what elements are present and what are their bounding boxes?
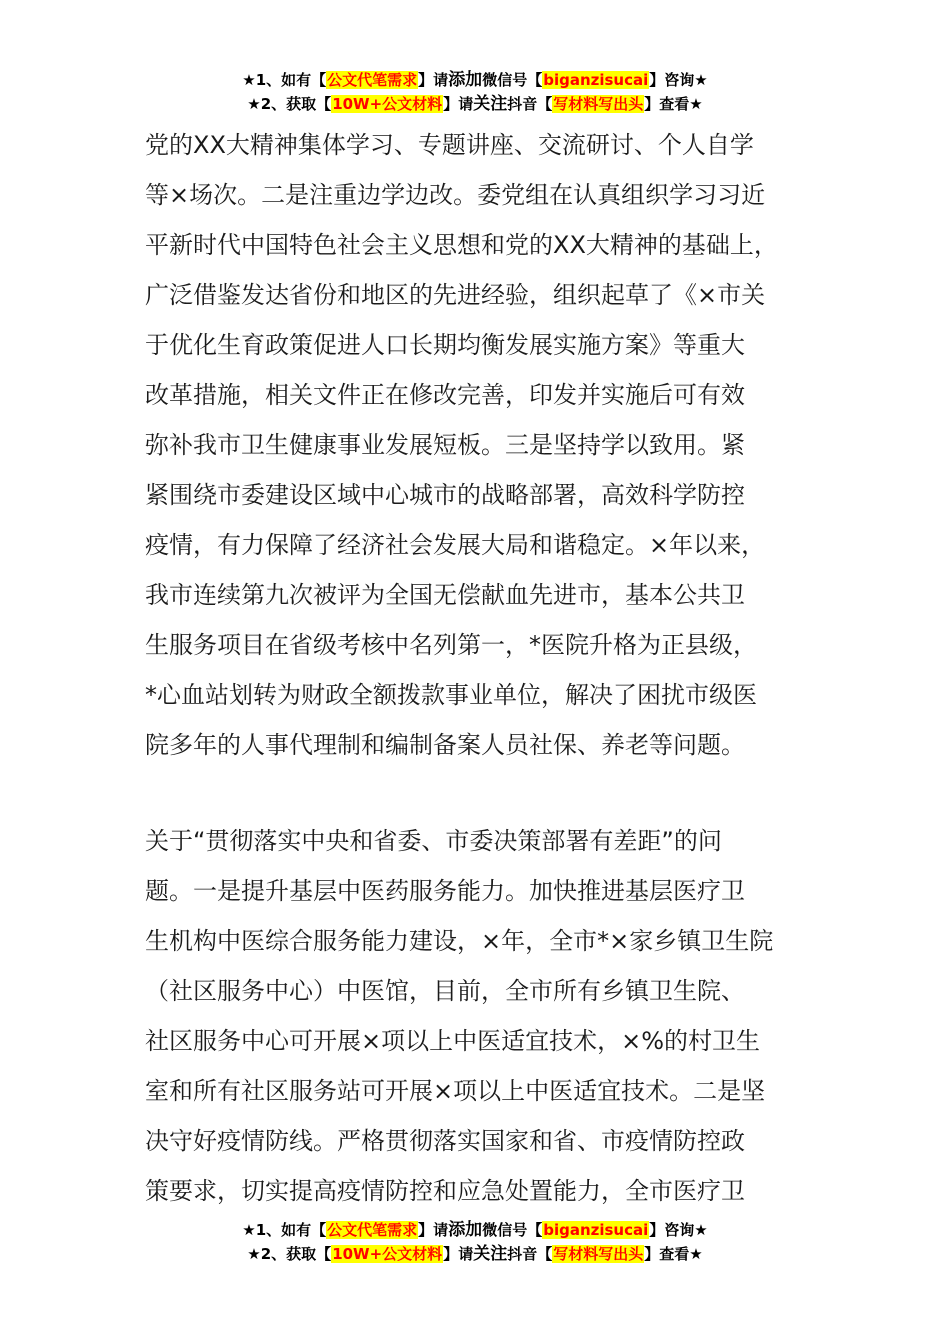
text-line: 党的XX大精神集体学习、专题讲座、交流研讨、个人自学 — [145, 131, 754, 159]
text-line: 社区服务中心可开展×项以上中医适宜技术，×%的村卫生 — [145, 1027, 761, 1055]
text-line: 生机构中医综合服务能力建设，×年，全市*×家乡镇卫生院 — [145, 927, 774, 955]
highlight-service: 公文代笔需求 — [327, 1221, 418, 1239]
header-banner-line-1: ★1、如有【公文代笔需求】请添加微信号【biganzisucai】咨询★ — [242, 70, 708, 90]
header-banner-line-2: ★2、获取【10W+公文材料】请关注抖音【写材料写出头】查看★ — [247, 94, 703, 114]
text-line: 院多年的人事代理制和编制备案人员社保、养老等问题。 — [145, 731, 745, 759]
text-line: 策要求，切实提高疫情防控和应急处置能力，全市医疗卫 — [145, 1177, 745, 1205]
text-line: 紧围绕市委建设区域中心城市的战略部署，高效科学防控 — [145, 481, 745, 509]
text-line: 于优化生育政策促进人口长期均衡发展实施方案》等重大 — [145, 331, 745, 359]
paragraph-2 — [145, 816, 815, 1216]
text-line: 决守好疫情防线。严格贯彻落实国家和省、市疫情防控政 — [145, 1127, 745, 1155]
highlight-wechat-id: biganzisucai — [543, 71, 649, 89]
text-line: 弥补我市卫生健康事业发展短板。三是坚持学以致用。紧 — [145, 431, 745, 459]
highlight-douyin-account: 写材料写出头 — [553, 95, 644, 113]
text-line: （社区服务中心）中医馆，目前，全市所有乡镇卫生院、 — [145, 977, 745, 1005]
text-line: 疫情，有力保障了经济社会发展大局和谐稳定。×年以来， — [145, 531, 766, 559]
highlight-materials: 10W+公文材料 — [332, 1245, 443, 1263]
text-line: 平新时代中国特色社会主义思想和党的XX大精神的基础上， — [145, 231, 778, 259]
text-line: 等×场次。二是注重边学边改。委党组在认真组织学习习近 — [145, 181, 766, 209]
text-line: 室和所有社区服务站可开展×项以上中医适宜技术。二是坚 — [145, 1077, 766, 1105]
highlight-douyin-account: 写材料写出头 — [553, 1245, 644, 1263]
text-line: 改革措施，相关文件正在修改完善，印发并实施后可有效 — [145, 381, 745, 409]
text-line: 题。一是提升基层中医药服务能力。加快推进基层医疗卫 — [145, 877, 745, 905]
text-line: 生服务项目在省级考核中名列第一，*医院升格为正县级， — [145, 631, 757, 659]
text-line: 广泛借鉴发达省份和地区的先进经验，组织起草了《×市关 — [145, 281, 766, 309]
text-line: *心血站划转为财政全额拨款事业单位，解决了困扰市级医 — [145, 681, 757, 709]
highlight-service: 公文代笔需求 — [327, 71, 418, 89]
header-banner — [0, 68, 950, 116]
footer-banner-line-1: ★1、如有【公文代笔需求】请添加微信号【biganzisucai】咨询★ — [242, 1220, 708, 1240]
text-line: 关于“贯彻落实中央和省委、市委决策部署有差距”的问 — [145, 827, 722, 855]
text-line: 我市连续第九次被评为全国无偿献血先进市，基本公共卫 — [145, 581, 745, 609]
highlight-materials: 10W+公文材料 — [332, 95, 443, 113]
footer-banner-line-2: ★2、获取【10W+公文材料】请关注抖音【写材料写出头】查看★ — [247, 1244, 703, 1264]
footer-banner — [0, 1218, 950, 1266]
paragraph-1 — [145, 120, 815, 770]
highlight-wechat-id: biganzisucai — [543, 1221, 649, 1239]
